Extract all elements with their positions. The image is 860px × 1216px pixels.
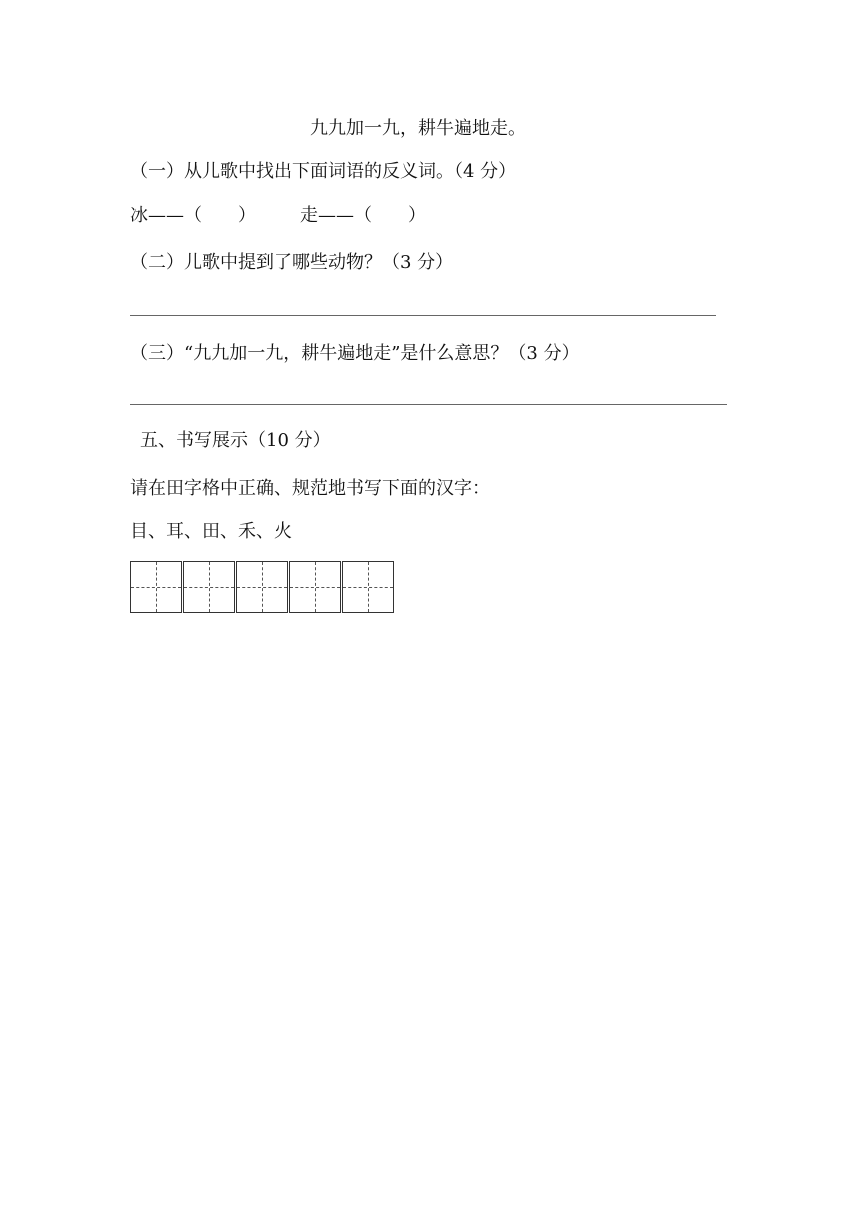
answer-line-q2[interactable]: [130, 315, 716, 316]
antonym-pair-1: 冰——（ ）: [130, 205, 256, 226]
characters-to-write: 目、耳、田、禾、火: [130, 521, 292, 542]
tian-zi-ge-grid: [130, 561, 395, 613]
section-5-heading: 五、书写展示（10 分）: [140, 430, 331, 451]
writing-cell[interactable]: [289, 561, 341, 613]
writing-instruction: 请在田字格中正确、规范地书写下面的汉字：: [130, 478, 490, 499]
writing-cell[interactable]: [130, 561, 182, 613]
answer-line-q3[interactable]: [130, 404, 727, 405]
antonym-pair-2: 走——（ ）: [300, 205, 426, 226]
writing-cell[interactable]: [183, 561, 235, 613]
poem-line: 九九加一九，耕牛遍地走。: [310, 118, 526, 139]
writing-cell[interactable]: [236, 561, 288, 613]
question-1-prompt: （一）从儿歌中找出下面词语的反义词。（4 分）: [130, 161, 517, 182]
question-2-prompt: （二）儿歌中提到了哪些动物？（3 分）: [130, 252, 454, 273]
question-3-prompt: （三）“九九加一九，耕牛遍地走”是什么意思？（3 分）: [130, 343, 580, 364]
writing-cell[interactable]: [342, 561, 394, 613]
